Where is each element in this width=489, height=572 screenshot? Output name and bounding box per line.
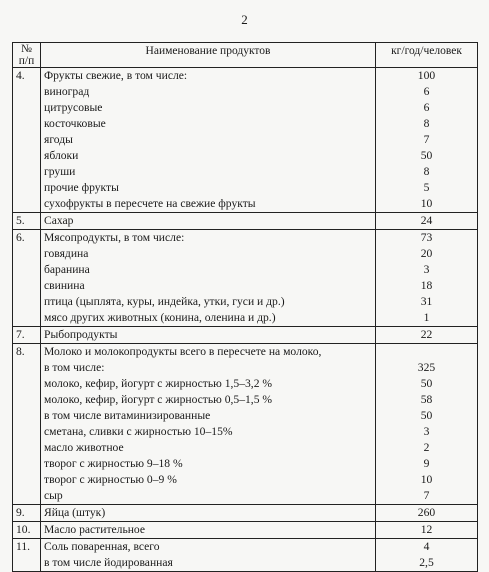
table-row (13, 213, 478, 230)
value-cell (376, 505, 478, 522)
product-value: 12 (420, 523, 433, 536)
table-row (13, 327, 478, 344)
product-name: свинина (44, 279, 85, 292)
product-value: 10 (420, 197, 433, 210)
product-cell (41, 344, 376, 505)
value-cell (376, 539, 478, 572)
header-product-name: Наименование продуктов (41, 43, 376, 68)
product-name: прочие фрукты (44, 181, 119, 194)
product-cell (41, 213, 376, 230)
product-value: 100 (417, 69, 436, 82)
product-name: Сахар (44, 214, 74, 227)
header-unit: кг/год/человек (376, 43, 478, 68)
page-number: 2 (241, 12, 248, 27)
product-name: Яйца (штук) (44, 506, 106, 519)
product-value: 7 (423, 489, 430, 502)
product-cell (41, 505, 376, 522)
product-value: 22 (420, 328, 433, 341)
table-row (13, 68, 478, 213)
table-row (13, 522, 478, 539)
row-number: 6. (13, 230, 41, 327)
table-row (13, 230, 478, 327)
product-value (379, 344, 474, 360)
row-number: 9. (13, 505, 41, 522)
product-name: молоко, кефир, йогурт с жирностью 1,5–3,2 % (44, 377, 273, 390)
product-name: ягоды (44, 133, 73, 146)
product-name: цитрусовые (44, 101, 103, 114)
value-cell (376, 522, 478, 539)
product-name: молоко, кефир, йогурт с жирностью 0,5–1,5 % (44, 393, 273, 406)
product-cell (41, 522, 376, 539)
product-value: 3 (423, 263, 430, 276)
row-number: 11. (13, 539, 41, 572)
product-value: 5 (423, 181, 430, 194)
product-name: сметана, сливки с жирностью 10–15% (44, 425, 233, 438)
product-value: 8 (423, 117, 430, 130)
product-value: 58 (420, 393, 433, 406)
product-value: 50 (420, 409, 433, 422)
value-cell (376, 230, 478, 327)
value-cell (376, 68, 478, 213)
product-name: Мясопродукты, в том числе: (44, 231, 185, 244)
product-name: косточковые (44, 117, 106, 130)
product-name: птица (цыплята, куры, индейка, утки, гуси и др.) (44, 295, 285, 308)
product-value: 10 (420, 473, 433, 486)
product-name: виноград (44, 85, 90, 98)
product-value: 31 (420, 295, 433, 308)
product-name: груши (44, 165, 76, 178)
product-name: сухофрукты в пересчете на свежие фрукты (44, 197, 256, 210)
table-header-row (13, 43, 478, 68)
product-name: в том числе: (44, 361, 105, 374)
product-cell (41, 230, 376, 327)
header-num: № п/п (13, 43, 41, 68)
product-name: Фрукты свежие, в том числе: (44, 69, 188, 82)
value-cell (376, 344, 478, 505)
product-name: в том числе йодированная (44, 556, 173, 569)
product-name: баранина (44, 263, 90, 276)
value-cell (376, 327, 478, 344)
product-value: 6 (423, 85, 430, 98)
product-cell (41, 327, 376, 344)
table-row (13, 505, 478, 522)
product-value: 20 (420, 247, 433, 260)
product-value: 2 (423, 441, 430, 454)
product-value: 24 (420, 214, 433, 227)
product-value: 4 (423, 540, 430, 553)
product-value: 7 (423, 133, 430, 146)
product-cell (41, 68, 376, 213)
food-norms-table (12, 42, 478, 572)
product-name: творог с жирностью 0–9 % (44, 473, 177, 486)
product-value: 3 (423, 425, 430, 438)
product-name: яблоки (44, 149, 79, 162)
row-number: 7. (13, 327, 41, 344)
product-value: 260 (417, 506, 436, 519)
product-name: Соль поваренная, всего (44, 540, 160, 553)
product-name: масло животное (44, 441, 124, 454)
product-value: 73 (420, 231, 433, 244)
row-number: 5. (13, 213, 41, 230)
table-row (13, 344, 478, 505)
row-number: 10. (13, 522, 41, 539)
row-number: 8. (13, 344, 41, 505)
product-name: Рыбопродукты (44, 328, 118, 341)
product-value: 325 (417, 361, 436, 374)
product-cell (41, 539, 376, 572)
table-row (13, 539, 478, 572)
product-value: 1 (423, 311, 430, 324)
product-name: Молоко и молокопродукты всего в пересчете на молоко, (44, 345, 322, 358)
product-name: сыр (44, 489, 63, 502)
table-body (13, 68, 478, 572)
product-name: Масло растительное (44, 523, 146, 536)
product-value: 6 (423, 101, 430, 114)
product-name: говядина (44, 247, 89, 260)
product-value: 50 (420, 377, 433, 390)
product-value: 8 (423, 165, 430, 178)
value-cell (376, 213, 478, 230)
product-value: 18 (420, 279, 433, 292)
product-value: 9 (423, 457, 430, 470)
product-name: творог с жирностью 9–18 % (44, 457, 183, 470)
product-value: 50 (420, 149, 433, 162)
product-name: мясо других животных (конина, оленина и др.) (44, 311, 276, 324)
product-name: в том числе витаминизированные (44, 409, 211, 422)
product-value: 2,5 (419, 556, 434, 569)
row-number: 4. (13, 68, 41, 213)
